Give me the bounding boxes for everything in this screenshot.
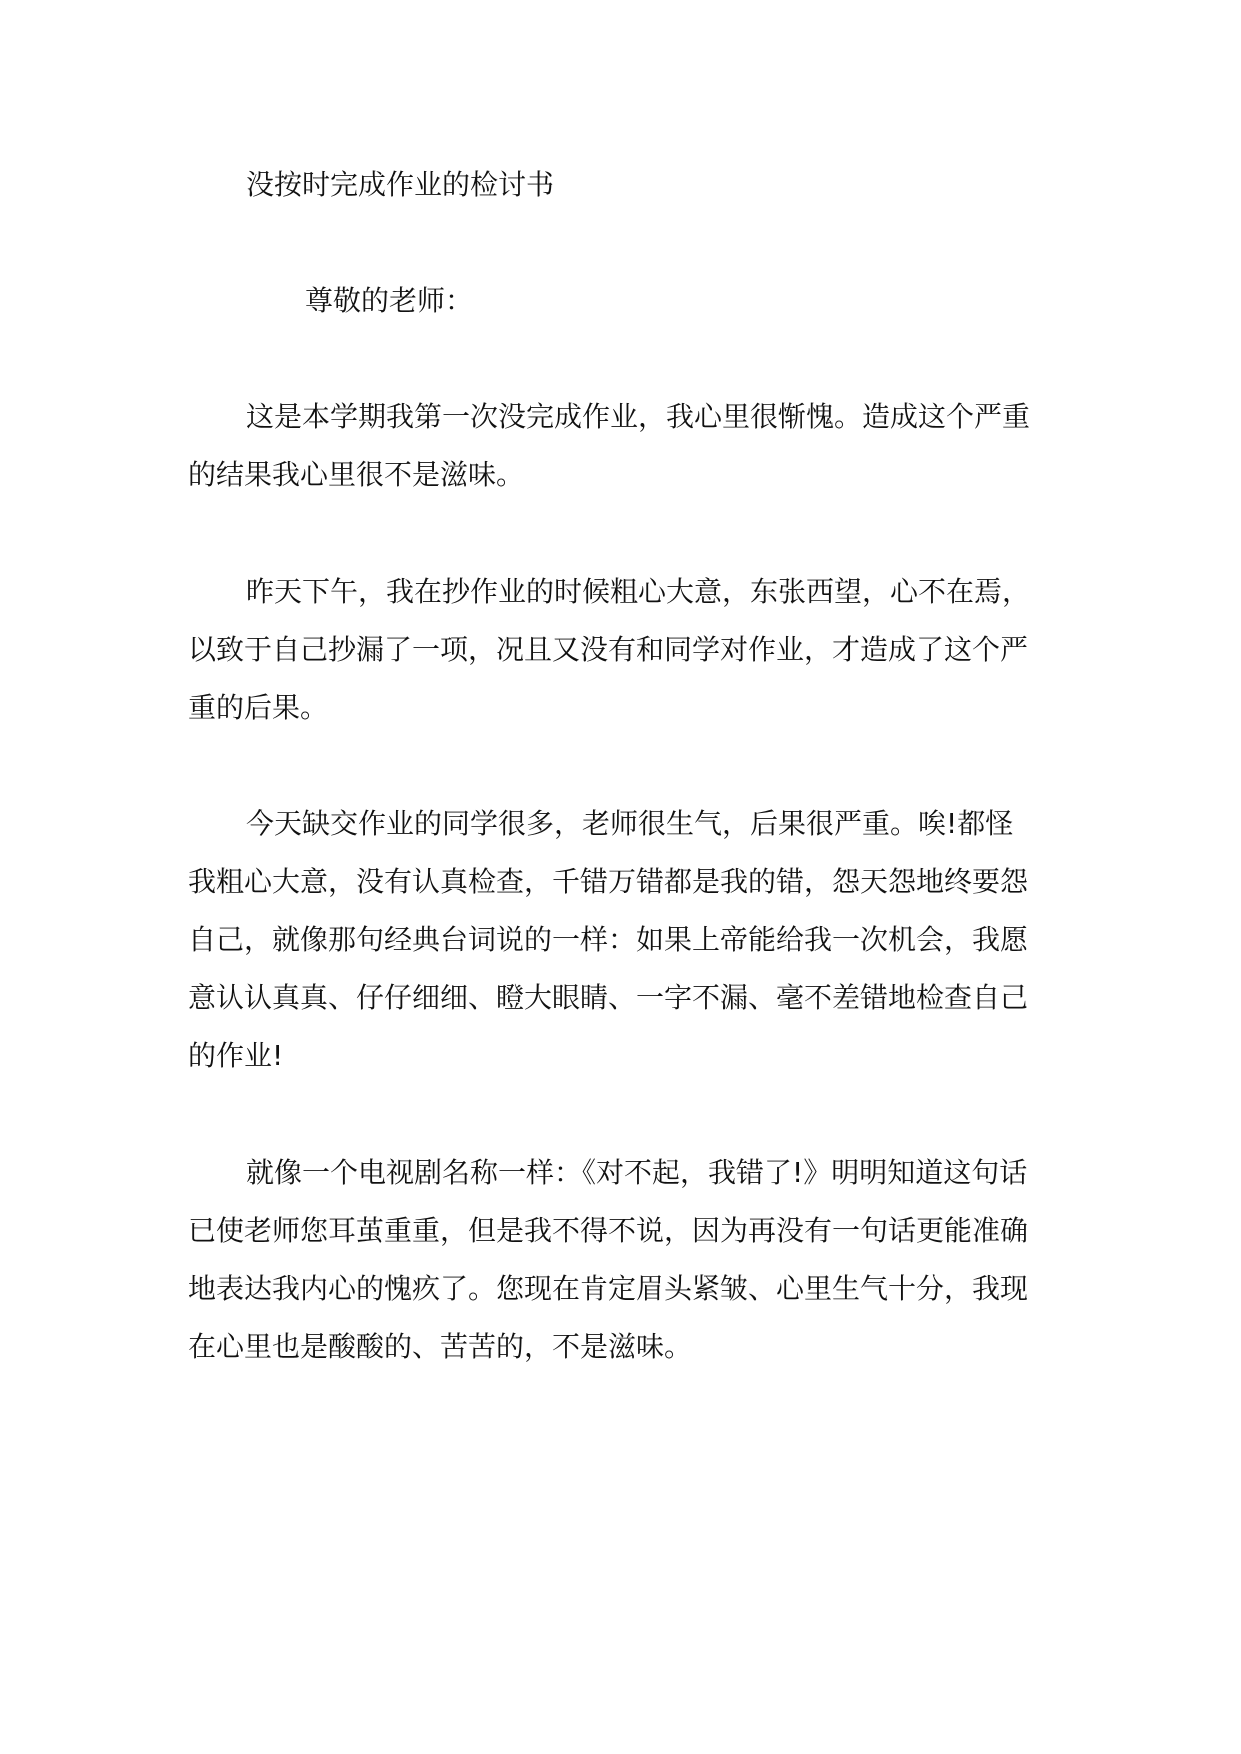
- paragraph-line: 意认认真真、仔仔细细、瞪大眼睛、一字不漏、毫不差错地检查自己: [188, 981, 1029, 1014]
- paragraph-line: 这是本学期我第一次没完成作业，我心里很惭愧。造成这个严重: [246, 400, 1031, 433]
- paragraph-line: 的作业!: [188, 1039, 284, 1072]
- document-title: 没按时完成作业的检讨书: [246, 168, 555, 201]
- salutation: 尊敬的老师：: [305, 284, 474, 317]
- paragraph-line: 已使老师您耳茧重重，但是我不得不说，因为再没有一句话更能准确: [188, 1214, 1029, 1247]
- paragraph-line: 昨天下午，我在抄作业的时候粗心大意，东张西望，心不在焉，: [246, 575, 1031, 608]
- paragraph-line: 地表达我内心的愧疚了。您现在肯定眉头紧皱、心里生气十分，我现: [188, 1272, 1029, 1305]
- paragraph-line: 我粗心大意，没有认真检查，千错万错都是我的错，怨天怨地终要怨: [188, 865, 1029, 898]
- paragraph-line: 以致于自己抄漏了一项，况且又没有和同学对作业，才造成了这个严: [188, 633, 1029, 666]
- paragraph-line: 在心里也是酸酸的、苦苦的，不是滋味。: [188, 1330, 693, 1363]
- paragraph-line: 自己，就像那句经典台词说的一样：如果上帝能给我一次机会，我愿: [188, 923, 1029, 956]
- paragraph-line: 就像一个电视剧名称一样：《对不起，我错了!》明明知道这句话: [246, 1156, 1028, 1189]
- paragraph-line: 重的后果。: [188, 691, 329, 724]
- paragraph-line: 今天缺交作业的同学很多，老师很生气，后果很严重。唉!都怪: [246, 807, 1014, 840]
- paragraph-line: 的结果我心里很不是滋味。: [188, 458, 525, 491]
